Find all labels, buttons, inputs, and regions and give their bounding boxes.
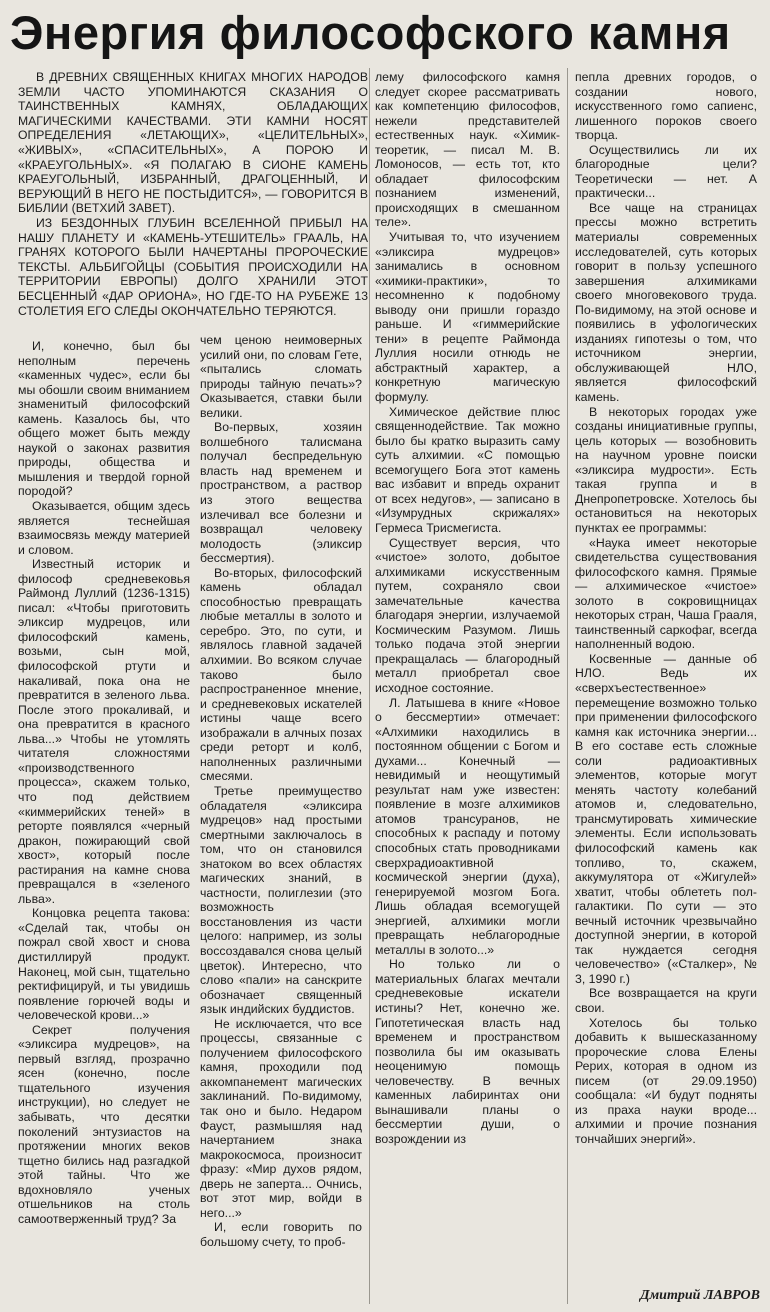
paragraph: И, если говорить по большому счету, то проб- [200,1220,362,1249]
article-lead [18,70,368,318]
column-divider [567,68,568,1304]
paragraph: чем ценою неимоверных усилий они, по словам Гете, «пытались сломать природы тайную печать»? Оказывается, ставки были велики. [200,333,362,420]
paragraph: Третье преимущество обладателя «эликсира мудрецов» над простыми смертными заключалось в том, что он становился знатоком во всех областях магических знаний, в частности, полиглезии (это возможность восстановления из части целого: например, из золы воссоздавался снова целый цветок). Интересно, что слово «пали» на санскрите обозначает священный язык индийских буддистов. [200,783,362,1017]
column-divider [369,68,370,1304]
paragraph: Существует версия, что «чистое» золото, добытое алхимиками искусственным путем, сохраняло свои замечательные качества благодаря энергии, излучаемой Космическим Разумом. Лишь только подача этой энергии прекращалась — благородный металл приобретал свое исходное состояние. [375,535,560,695]
paragraph: В некоторых городах уже созданы инициативные группы, цель которых — возобновить на научном уровне поиски «эликсира мудрости». Есть такая группа и в Днепропетровске. Хотелось бы остановиться на некоторых пунктах ее программы: [575,404,757,535]
text-column-3 [375,70,560,1300]
paragraph: Все чаще на страницах прессы можно встретить материалы современных исследователей, суть которых говорит в пользу успешного завершения алхимиками своего многовекового труда. По-видимому, на этой основе и появились в уфологических изданиях гипотезы о том, что источником энергии, обслуживающей НЛО, является философский камень. [575,200,757,405]
text-column-2 [200,333,362,1299]
paragraph: Косвенные — данные об НЛО. Ведь их «сверхъестественное» перемещение возможно только при применении философского камня как источника энергии... В его составе есть сложные соли радиоактивных элементов, которые могут менять частоту колебаний атомов и, следовательно, трансмутировать химические элементы. Если использовать философский камень как топливо, то, скажем, аккумулятора от «Жигулей» хватит, чтобы облететь пол-галактики. По сути — это вечный источник чрезвычайно доступной энергии, в которой так нуждается сегодня человечество» («Сталкер», № 3, 1990 г.) [575,651,757,986]
paragraph: Не исключается, что все процессы, связанные с получением философского камня, проходили под аккомпанемент магических заклинаний. По-видимому, так оно и было. Недаром Фауст, размышляя над начертанием знака макрокосмоса, произносит фразу: «Мир духов рядом, дверь не заперта... Очнись, вот этот мир, войди в него...» [200,1016,362,1220]
paragraph: Все возвращается на круги свои. [575,986,757,1015]
text-column-4 [575,70,757,1290]
paragraph: Известный историк и философ средневековья Раймонд Луллий (1236-1315) писал: «Чтобы приготовить эликсир мудрецов, или философский камень, возьми, сын мой, философской ртути и накаливай, пока она не превратится в зеленого льва. После этого прокаливай, и она превратится в красного льва...» Чтобы не утомлять читателя сложностями «производственного процесса», скажем только, что под действием «киммерийских теней» в реторте появлялся «черный дракон, пожирающий свой хвост», который после растирания на камне снова превращался в «зеленого льва». [18,557,190,906]
paragraph: лему философского камня следует скорее рассматривать как компетенцию философов, нежели представителей естественных наук. «Химик-теоретик, — писал М. В. Ломоносов, — есть тот, кто обладает философским познанием изменений, происходящих в смешанном теле». [375,70,560,230]
paragraph: Химическое действие плюс священнодействие. Так можно было бы кратко выразить саму суть алхимии. «С помощью всемогущего Бога этот камень вас избавит и впредь охранит от всех недугов», — записано в «Изумрудных скрижалях» Гермеса Трисмегиста. [375,404,560,535]
paragraph: Концовка рецепта такова: «Сделай так, чтобы он пожрал свой хвост и снова дистиллируй продукт. Наконец, мой сын, тщательно ректифицируй, и ты увидишь появление горючей воды и человеческой крови...» [18,906,190,1023]
text-column-1 [18,339,190,1299]
lead-paragraph: В ДРЕВНИХ СВЯЩЕННЫХ КНИГАХ МНОГИХ НАРОДОВ ЗЕМЛИ ЧАСТО УПОМИНАЮТСЯ СКАЗАНИЯ О ТАИНСТВЕННЫХ КАМНЯХ, ОБЛАДАЮЩИХ МАГИЧЕСКИМИ КАЧЕСТВАМИ. ЭТИ КАМНИ НОСЯТ ОПРЕДЕЛЕНИЯ «ЛЕТАЮЩИХ», «ЦЕЛИТЕЛЬНЫХ», «ЖИВЫХ», «СПАСИТЕЛЬНЫХ», А ПОРОЮ И «КРАЕУГОЛЬНЫХ». «Я ПОЛАГАЮ В СИОНЕ КАМЕНЬ КРАЕУГОЛЬНЫЙ, ИЗБРАННЫЙ, ДРАГОЦЕННЫЙ, И ВЕРУЮЩИЙ В НЕГО НЕ ПОСТЫДИТСЯ», — ГОВОРИТСЯ В БИБЛИИ (ВЕТХИЙ ЗАВЕТ). [18,70,368,216]
paragraph: Но только ли о материальных благах мечтали средневековые искатели истины? Нет, конечно же. Гипотетическая власть над временем и пространством позволила бы им оказывать неоценимую помощь человечеству. В вечных каменных лабиринтах они вынашивали планы о бессмертии души, о возрождении из [375,957,560,1146]
paragraph: Осуществились ли их благородные цели? Теоретически — нет. А практически... [575,142,757,201]
paragraph: Учитывая то, что изучением «эликсира мудрецов» занимались в основном «химики-практики», то несомненно к подобному выводу они пришли гораздо раньше. И «гиммерийские тени» в рецепте Раймонда Луллия носили отнюдь не абстрактный характер, а конкретную магическую формулу. [375,230,560,405]
article-title: Энергия философского камня [10,6,731,59]
paragraph: Во-первых, хозяин волшебного талисмана получал беспредельную власть над временем и пространством, а раствор из этого вещества излечивал все болезни и возвращал человеку молодость (эликсир бессмертия). [200,420,362,566]
author-signature: Дмитрий ЛАВРОВ [640,1288,760,1303]
paragraph: Секрет получения «эликсира мудрецов», на первый взгляд, прозрачно ясен (конечно, после тщательного изучения инструкции), но следует не забывать, что десятки поколений энтузиастов на протяжении многих веков тщетно бились над разгадкой этой тайны. Что же вдохновляло ученых отшельников на столь самоотверженный труд? За [18,1022,190,1226]
paragraph: Оказывается, общим здесь является теснейшая взаимосвязь между материей и словом. [18,499,190,557]
paragraph: Во-вторых, философский камень обладал способностью превращать любые металлы в золото и серебро. Это, по сути, и являлось главной задачей алхимии. Во всяком случае таково было распространенное мнение, и средневековых искателей истины чаще всего изображали в алчных позах среди реторт и колб, наполненных различными смесями. [200,565,362,784]
paragraph: пепла древних городов, о создании нового, искусственного гомо сапиенс, лишенного пороков своего творца. [575,70,757,143]
paragraph: Л. Латышева в книге «Новое о бессмертии» отмечает: «Алхимики находились в постоянном общении с Богом и духами... Конечный — невидимый и неощутимый результат нам уже известен: появление в мозге алхимиков атомов трансуранов, не способных к распаду и потому способных стать проводниками сверхрадиоактивной космической энергии (духа), генерируемой мозгом Бога. Лишь обладая всемогущей энергией, алхимики могли превращать неблагородные металлы в золото...» [375,695,560,957]
paragraph: Хотелось бы только добавить к вышесказанному пророческие слова Елены Рерих, которая в одном из писем (от 29.09.1950) сообщала: «И будут подняты из праха науки вроде... алхимии и прочие познания тончайших энергий». [575,1015,757,1146]
lead-paragraph: ИЗ БЕЗДОННЫХ ГЛУБИН ВСЕЛЕННОЙ ПРИБЫЛ НА НАШУ ПЛАНЕТУ И «КАМЕНЬ-УТЕШИТЕЛЬ» ГРААЛЬ, НА ГРАНЯХ КОТОРОГО БЫЛИ НАЧЕРТАНЫ ПРОРОЧЕСКИЕ ТЕКСТЫ. АЛЬБИГОЙЦЫ (СОБЫТИЯ ПРОИСХОДИЛИ НА ТЕРРИТОРИИ ЕВРОПЫ) ДОЛГО ХРАНИЛИ ЭТОТ БЕСЦЕННЫЙ «ДАР ОРИОНА», НО ГДЕ-ТО НА РУБЕЖЕ 13 СТОЛЕТИЯ ЕГО СЛЕДЫ ОКОНЧАТЕЛЬНО ТЕРЯЮТСЯ. [18,215,368,318]
paragraph: «Наука имеет некоторые свидетельства существования философского камня. Прямые — алхимическое «чистое» золото в сокровищницах некоторых стран, Чаша Грааля, таинственный саркофаг, всегда наполненный водою. [575,535,757,652]
paragraph: И, конечно, был бы неполным перечень «каменных чудес», если бы мы обошли своим вниманием знаменитый философский камень. Казалось бы, что общего может быть между наукой о законах развития природы, общества и мышления и твердой горной породой? [18,339,190,499]
